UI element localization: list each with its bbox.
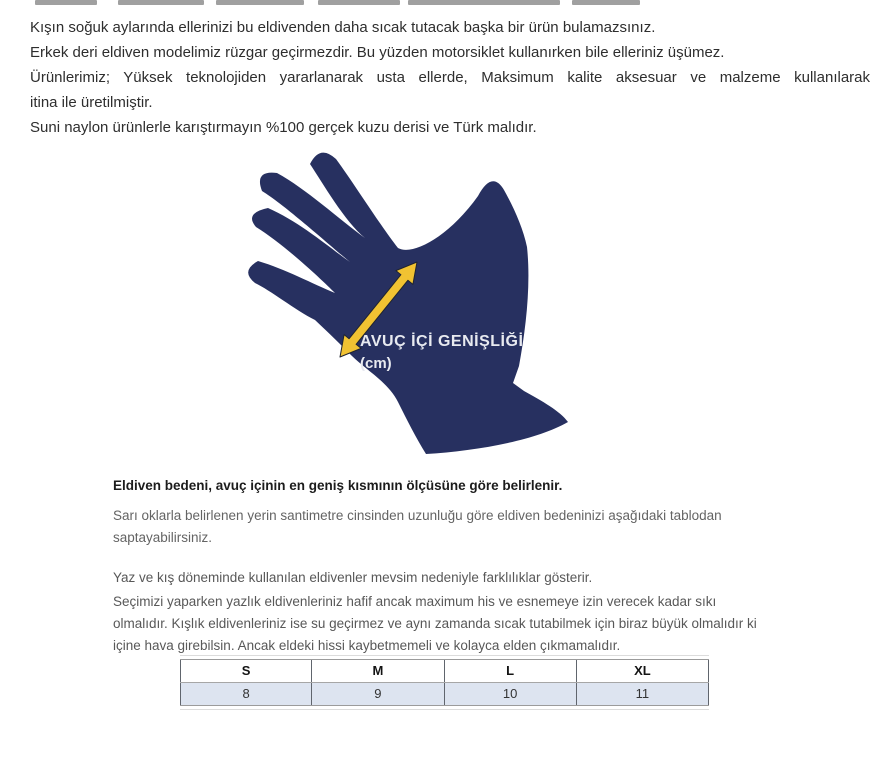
intro-line: itina ile üretilmiştir.: [30, 94, 153, 111]
selection-line: içine hava girebilsin. Ancak eldeki hissi kaybetmemeli ve kolayca elden çıkmamalıdır.: [113, 638, 621, 653]
size-header-cell: L: [445, 660, 577, 682]
glove-measurement-figure: [230, 150, 590, 460]
size-value-cell: 10: [445, 683, 577, 705]
table-outer-line-bottom: [180, 709, 709, 710]
cropped-text-fragment: [572, 0, 640, 5]
size-value-cell: 11: [577, 683, 709, 705]
season-line: Yaz ve kış döneminde kullanılan eldivenler mevsim nedeniyle farklılıklar gösterir.: [113, 570, 593, 585]
size-table-value-row: [180, 683, 709, 705]
size-table-section: [180, 655, 709, 710]
intro-line: Erkek deri eldiven modelimiz rüzgar geçirmezdir. Bu yüzden motorsiklet kullanırken bile elleriniz üşümez.: [30, 44, 725, 61]
selection-line: olmalıdır. Kışlık eldivenleriniz ise su geçirmez ve aynı zamanda sıcak tutabilmek için biraz büyük olmalıdır ki: [113, 616, 757, 631]
sizing-body: [113, 505, 833, 549]
figure-label-line2: (cm): [360, 355, 392, 372]
size-header-cell: S: [180, 660, 312, 682]
size-value-cell: 8: [180, 683, 312, 705]
sizing-heading: Eldiven bedeni, avuç içinin en geniş kısmının ölçüsüne göre belirlenir.: [113, 478, 563, 493]
intro-line: Kışın soğuk aylarında ellerinizi bu eldivenden daha sıcak tutacak başka bir ürün bulamazsınız.: [30, 19, 656, 36]
selection-line: Seçimizi yaparken yazlık eldivenleriniz hafif ancak maximum his ve esnemeye izin verecek kadar sıkı: [113, 594, 717, 609]
size-table: [180, 659, 709, 706]
cropped-text-fragment: [35, 0, 97, 5]
intro-line: Ürünlerimiz; Yüksek teknolojiden yararlanarak usta ellerde, Maksimum kalite aksesuar ve malzeme kullanılarak: [30, 69, 870, 86]
size-header-cell: XL: [577, 660, 709, 682]
selection-advice: [113, 591, 833, 657]
intro-paragraphs: [30, 15, 870, 140]
cropped-text-fragment: [118, 0, 204, 5]
table-outer-line-top: [180, 655, 709, 656]
cropped-text-fragment: [318, 0, 400, 5]
glove-figure-svg: [230, 150, 590, 460]
season-note: [113, 567, 833, 589]
cropped-text-row: [0, 0, 895, 6]
cropped-text-fragment: [216, 0, 304, 5]
intro-line: Suni naylon ürünlerle karıştırmayın %100 gerçek kuzu derisi ve Türk malıdır.: [30, 119, 537, 136]
glove-silhouette: [248, 153, 568, 454]
size-header-cell: M: [312, 660, 444, 682]
sizing-body-line: Sarı oklarla belirlenen yerin santimetre cinsinden uzunluğu göre eldiven bedeninizi aşağıdaki tablodan: [113, 508, 722, 523]
cropped-text-fragment: [408, 0, 560, 5]
figure-label-line1: AVUÇ İÇİ GENİŞLİĞİ: [360, 333, 524, 350]
size-value-cell: 9: [312, 683, 444, 705]
size-table-header-row: [180, 660, 709, 683]
sizing-info: [113, 476, 833, 657]
sizing-body-line: saptayabilirsiniz.: [113, 530, 213, 545]
